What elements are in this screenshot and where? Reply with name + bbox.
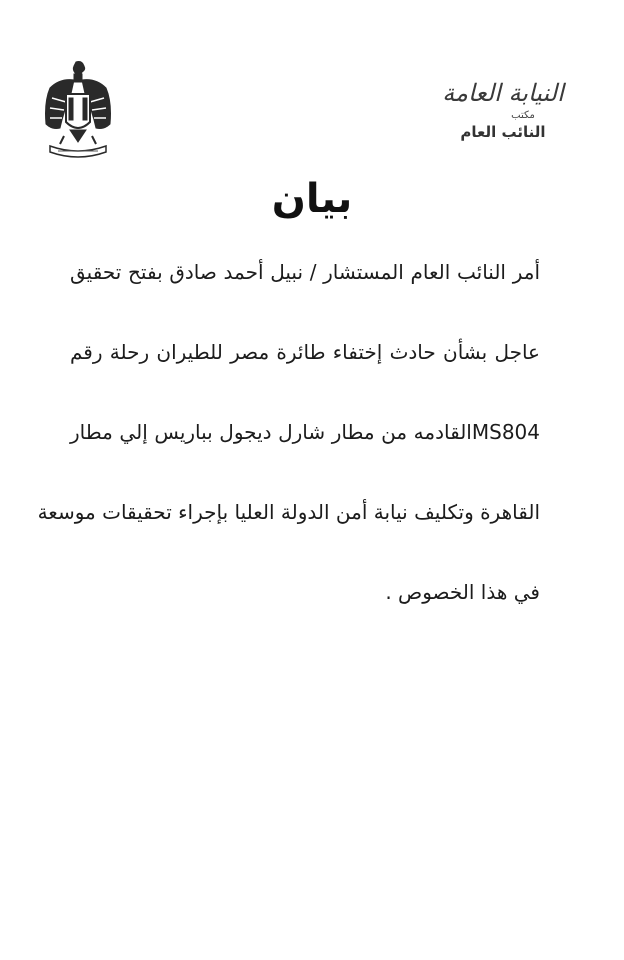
office-label: مكتب xyxy=(511,110,535,121)
statement-body xyxy=(37,250,540,650)
body-line: MS804القادمه من مطار شارل ديجول بباريس إلي مطار xyxy=(70,420,540,444)
body-line: القاهرة وتكليف نيابة أمن الدولة العليا بإجراء تحقيقات موسعة xyxy=(37,500,540,524)
document-title: بيان xyxy=(271,176,353,222)
eagle-emblem-icon xyxy=(40,58,116,162)
body-line: أمر النائب العام المستشار / نبيل أحمد صادق بفتح تحقيق xyxy=(70,260,540,284)
office-title: النائب العام xyxy=(460,123,546,141)
organization-name: النيابة العامة xyxy=(442,79,564,107)
body-line: عاجل بشأن حادث إختفاء طائرة مصر للطيران رحلة رقم xyxy=(70,340,540,364)
letterhead xyxy=(418,78,588,141)
body-line: في هذا الخصوص . xyxy=(385,580,540,604)
